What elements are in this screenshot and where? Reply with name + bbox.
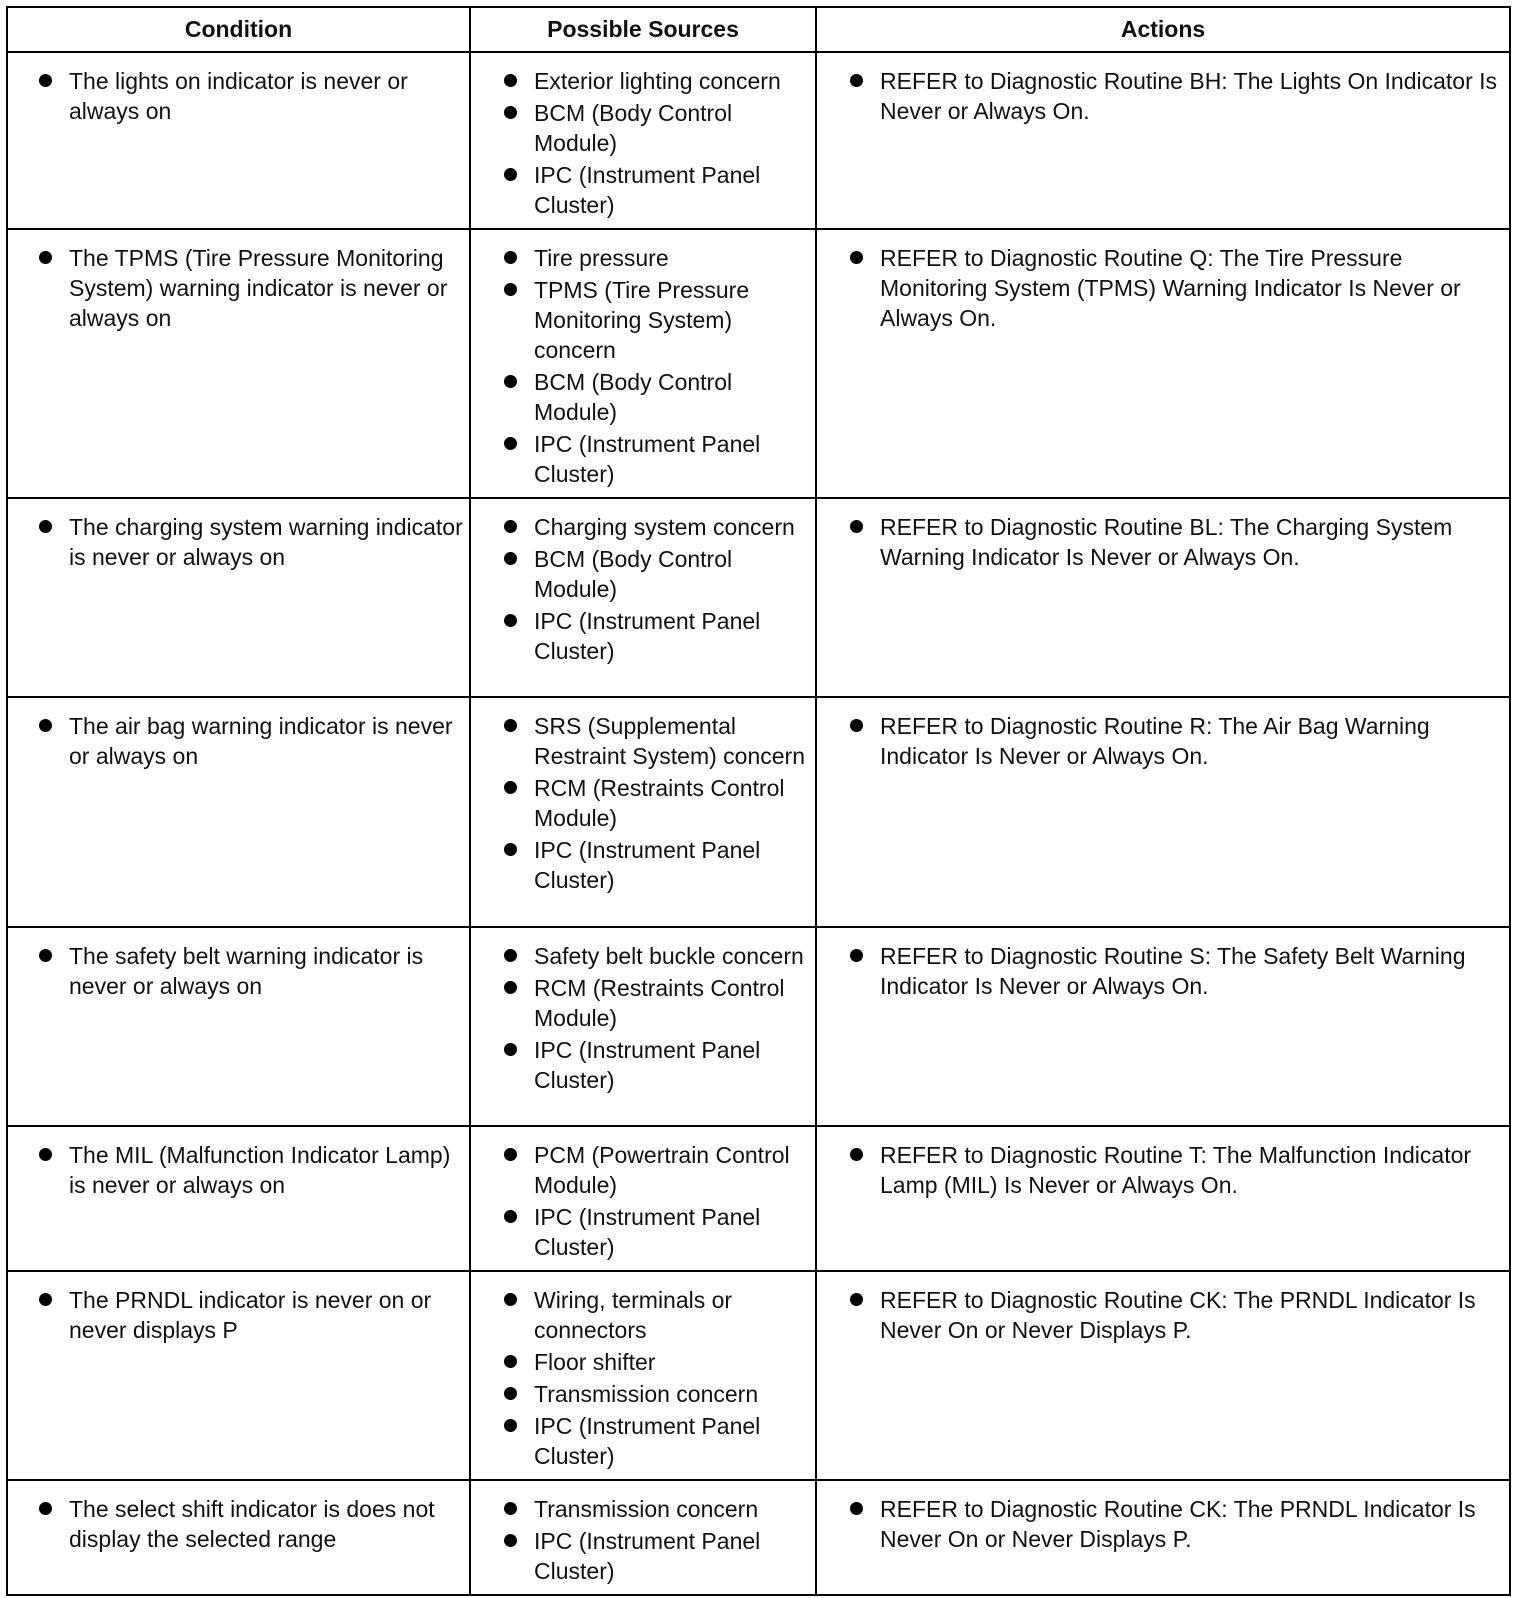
possible-sources-cell	[470, 927, 816, 1126]
list-item	[14, 711, 463, 771]
bullet-list	[823, 66, 1503, 126]
possible-sources-cell	[470, 229, 816, 498]
list-item-text: IPC (Instrument Panel Cluster)	[534, 1528, 761, 1584]
bullet-icon	[850, 251, 863, 264]
table-row	[7, 498, 1510, 697]
bullet-icon	[504, 251, 517, 264]
list-item-text: PCM (Powertrain Control Module)	[534, 1142, 790, 1198]
bullet-list	[14, 66, 463, 126]
actions-cell	[816, 1480, 1510, 1595]
bullet-icon	[504, 614, 517, 627]
bullet-list	[477, 66, 809, 220]
bullet-list	[477, 1494, 809, 1586]
bullet-list	[14, 1140, 463, 1200]
bullet-icon	[504, 1355, 517, 1368]
bullet-icon	[39, 1502, 52, 1515]
bullet-icon	[504, 843, 517, 856]
list-item-text: Wiring, terminals or connectors	[534, 1287, 733, 1343]
bullet-icon	[850, 1293, 863, 1306]
bullet-icon	[39, 520, 52, 533]
list-item	[823, 1494, 1503, 1554]
bullet-icon	[850, 74, 863, 87]
actions-cell	[816, 1126, 1510, 1271]
bullet-icon	[39, 1293, 52, 1306]
list-item	[823, 512, 1503, 572]
list-item-text: IPC (Instrument Panel Cluster)	[534, 1204, 761, 1260]
bullet-icon	[850, 1148, 863, 1161]
list-item	[823, 66, 1503, 126]
list-item	[477, 275, 809, 365]
list-item	[823, 711, 1503, 771]
bullet-icon	[504, 1534, 517, 1547]
condition-cell	[7, 52, 470, 229]
list-item-text: BCM (Body Control Module)	[534, 546, 733, 602]
list-item	[14, 66, 463, 126]
bullet-list	[14, 243, 463, 333]
list-item-text: REFER to Diagnostic Routine T: The Malfunction Indicator Lamp (MIL) Is Never or Always On.	[880, 1142, 1472, 1198]
list-item	[14, 243, 463, 333]
list-item-text: Exterior lighting concern	[534, 68, 781, 94]
bullet-list	[823, 1140, 1503, 1200]
list-item-text: The select shift indicator is does not display the selected range	[69, 1496, 435, 1552]
bullet-icon	[504, 520, 517, 533]
list-item	[477, 1379, 809, 1409]
list-item-text: IPC (Instrument Panel Cluster)	[534, 1413, 761, 1469]
list-item	[477, 973, 809, 1033]
bullet-list	[477, 711, 809, 895]
list-item-text: REFER to Diagnostic Routine BL: The Charging System Warning Indicator Is Never or Always On.	[880, 514, 1453, 570]
bullet-icon	[504, 168, 517, 181]
list-item	[477, 1494, 809, 1524]
actions-cell	[816, 1271, 1510, 1480]
bullet-icon	[504, 719, 517, 732]
table-row	[7, 52, 1510, 229]
bullet-icon	[504, 1210, 517, 1223]
list-item	[477, 1526, 809, 1586]
list-item-text: The charging system warning indicator is never or always on	[69, 514, 463, 570]
bullet-list	[14, 711, 463, 771]
table-row	[7, 1271, 1510, 1480]
bullet-icon	[504, 437, 517, 450]
bullet-icon	[850, 719, 863, 732]
bullet-list	[823, 711, 1503, 771]
list-item	[477, 160, 809, 220]
list-item	[477, 367, 809, 427]
bullet-icon	[39, 251, 52, 264]
list-item-text: Safety belt buckle concern	[534, 943, 804, 969]
list-item-text: Transmission concern	[534, 1496, 759, 1522]
list-item	[14, 941, 463, 1001]
bullet-icon	[39, 719, 52, 732]
list-item	[477, 1035, 809, 1095]
list-item-text: The TPMS (Tire Pressure Monitoring System) warning indicator is never or always on	[69, 245, 448, 331]
bullet-icon	[504, 1502, 517, 1515]
list-item	[477, 1285, 809, 1345]
table-body	[7, 52, 1510, 1595]
list-item	[477, 98, 809, 158]
bullet-list	[823, 1285, 1503, 1345]
list-item	[14, 1285, 463, 1345]
bullet-icon	[504, 949, 517, 962]
list-item-text: IPC (Instrument Panel Cluster)	[534, 431, 761, 487]
bullet-icon	[504, 1293, 517, 1306]
actions-cell	[816, 927, 1510, 1126]
bullet-list	[477, 1285, 809, 1471]
list-item-text: Transmission concern	[534, 1381, 759, 1407]
possible-sources-cell	[470, 1126, 816, 1271]
list-item-text: The safety belt warning indicator is never or always on	[69, 943, 424, 999]
bullet-icon	[504, 981, 517, 994]
bullet-list	[823, 941, 1503, 1001]
list-item	[477, 243, 809, 273]
list-item-text: RCM (Restraints Control Module)	[534, 775, 785, 831]
list-item	[477, 544, 809, 604]
bullet-list	[14, 512, 463, 572]
table-row	[7, 1480, 1510, 1595]
list-item-text: SRS (Supplemental Restraint System) concern	[534, 713, 805, 769]
list-item	[477, 606, 809, 666]
bullet-list	[477, 941, 809, 1095]
table-header	[7, 7, 1510, 52]
list-item	[14, 512, 463, 572]
condition-cell	[7, 927, 470, 1126]
list-item	[477, 1140, 809, 1200]
bullet-icon	[504, 1419, 517, 1432]
list-item	[823, 941, 1503, 1001]
bullet-icon	[504, 1387, 517, 1400]
bullet-list	[823, 1494, 1503, 1554]
bullet-icon	[504, 74, 517, 87]
actions-cell	[816, 229, 1510, 498]
table-row	[7, 927, 1510, 1126]
bullet-icon	[39, 949, 52, 962]
possible-sources-cell	[470, 1271, 816, 1480]
possible-sources-cell	[470, 52, 816, 229]
condition-cell	[7, 1271, 470, 1480]
list-item	[14, 1140, 463, 1200]
list-item-text: The MIL (Malfunction Indicator Lamp) is never or always on	[69, 1142, 451, 1198]
bullet-list	[14, 941, 463, 1001]
list-item-text: REFER to Diagnostic Routine BH: The Lights On Indicator Is Never or Always On.	[880, 68, 1498, 124]
list-item-text: IPC (Instrument Panel Cluster)	[534, 837, 761, 893]
list-item-text: REFER to Diagnostic Routine S: The Safety Belt Warning Indicator Is Never or Always On.	[880, 943, 1466, 999]
list-item-text: TPMS (Tire Pressure Monitoring System) concern	[534, 277, 750, 363]
bullet-icon	[504, 1148, 517, 1161]
list-item	[477, 1411, 809, 1471]
bullet-icon	[850, 949, 863, 962]
possible-sources-cell	[470, 697, 816, 927]
bullet-icon	[504, 283, 517, 296]
bullet-icon	[504, 552, 517, 565]
list-item	[477, 1202, 809, 1262]
list-item-text: BCM (Body Control Module)	[534, 100, 733, 156]
diagnostic-table	[6, 6, 1511, 1596]
list-item	[477, 1347, 809, 1377]
header-row	[7, 7, 1510, 52]
list-item-text: REFER to Diagnostic Routine CK: The PRNDL Indicator Is Never On or Never Displays P.	[880, 1496, 1476, 1552]
list-item	[477, 429, 809, 489]
condition-cell	[7, 1126, 470, 1271]
list-item-text: BCM (Body Control Module)	[534, 369, 733, 425]
bullet-icon	[39, 74, 52, 87]
bullet-list	[14, 1494, 463, 1554]
list-item	[823, 1140, 1503, 1200]
list-item-text: The air bag warning indicator is never or always on	[69, 713, 453, 769]
possible-sources-cell	[470, 1480, 816, 1595]
actions-cell	[816, 498, 1510, 697]
list-item-text: The lights on indicator is never or always on	[69, 68, 408, 124]
list-item	[477, 711, 809, 771]
bullet-icon	[850, 520, 863, 533]
list-item-text: IPC (Instrument Panel Cluster)	[534, 608, 761, 664]
list-item	[477, 66, 809, 96]
table-row	[7, 1126, 1510, 1271]
bullet-list	[14, 1285, 463, 1345]
list-item	[477, 773, 809, 833]
bullet-icon	[504, 781, 517, 794]
list-item-text: Floor shifter	[534, 1349, 656, 1375]
list-item-text: IPC (Instrument Panel Cluster)	[534, 1037, 761, 1093]
bullet-list	[823, 243, 1503, 333]
header-possible-sources: Possible Sources	[470, 7, 816, 52]
bullet-icon	[504, 1043, 517, 1056]
list-item-text: IPC (Instrument Panel Cluster)	[534, 162, 761, 218]
condition-cell	[7, 697, 470, 927]
list-item-text: The PRNDL indicator is never on or never displays P	[69, 1287, 432, 1343]
bullet-list	[477, 1140, 809, 1262]
bullet-icon	[504, 375, 517, 388]
table-row	[7, 697, 1510, 927]
condition-cell	[7, 1480, 470, 1595]
bullet-list	[477, 512, 809, 666]
actions-cell	[816, 697, 1510, 927]
condition-cell	[7, 498, 470, 697]
list-item	[823, 1285, 1503, 1345]
list-item	[477, 512, 809, 542]
header-actions: Actions	[816, 7, 1510, 52]
bullet-list	[477, 243, 809, 489]
bullet-list	[823, 512, 1503, 572]
bullet-icon	[39, 1148, 52, 1161]
list-item	[823, 243, 1503, 333]
list-item-text: Charging system concern	[534, 514, 795, 540]
bullet-icon	[504, 106, 517, 119]
list-item	[14, 1494, 463, 1554]
list-item-text: REFER to Diagnostic Routine CK: The PRNDL Indicator Is Never On or Never Displays P.	[880, 1287, 1476, 1343]
bullet-icon	[850, 1502, 863, 1515]
actions-cell	[816, 52, 1510, 229]
list-item-text: RCM (Restraints Control Module)	[534, 975, 785, 1031]
possible-sources-cell	[470, 498, 816, 697]
condition-cell	[7, 229, 470, 498]
list-item-text: REFER to Diagnostic Routine R: The Air Bag Warning Indicator Is Never or Always On.	[880, 713, 1430, 769]
list-item-text: REFER to Diagnostic Routine Q: The Tire Pressure Monitoring System (TPMS) Warning Indicator Is Never or Always On.	[880, 245, 1461, 331]
header-condition: Condition	[7, 7, 470, 52]
list-item	[477, 941, 809, 971]
table-row	[7, 229, 1510, 498]
list-item-text: Tire pressure	[534, 245, 669, 271]
list-item	[477, 835, 809, 895]
